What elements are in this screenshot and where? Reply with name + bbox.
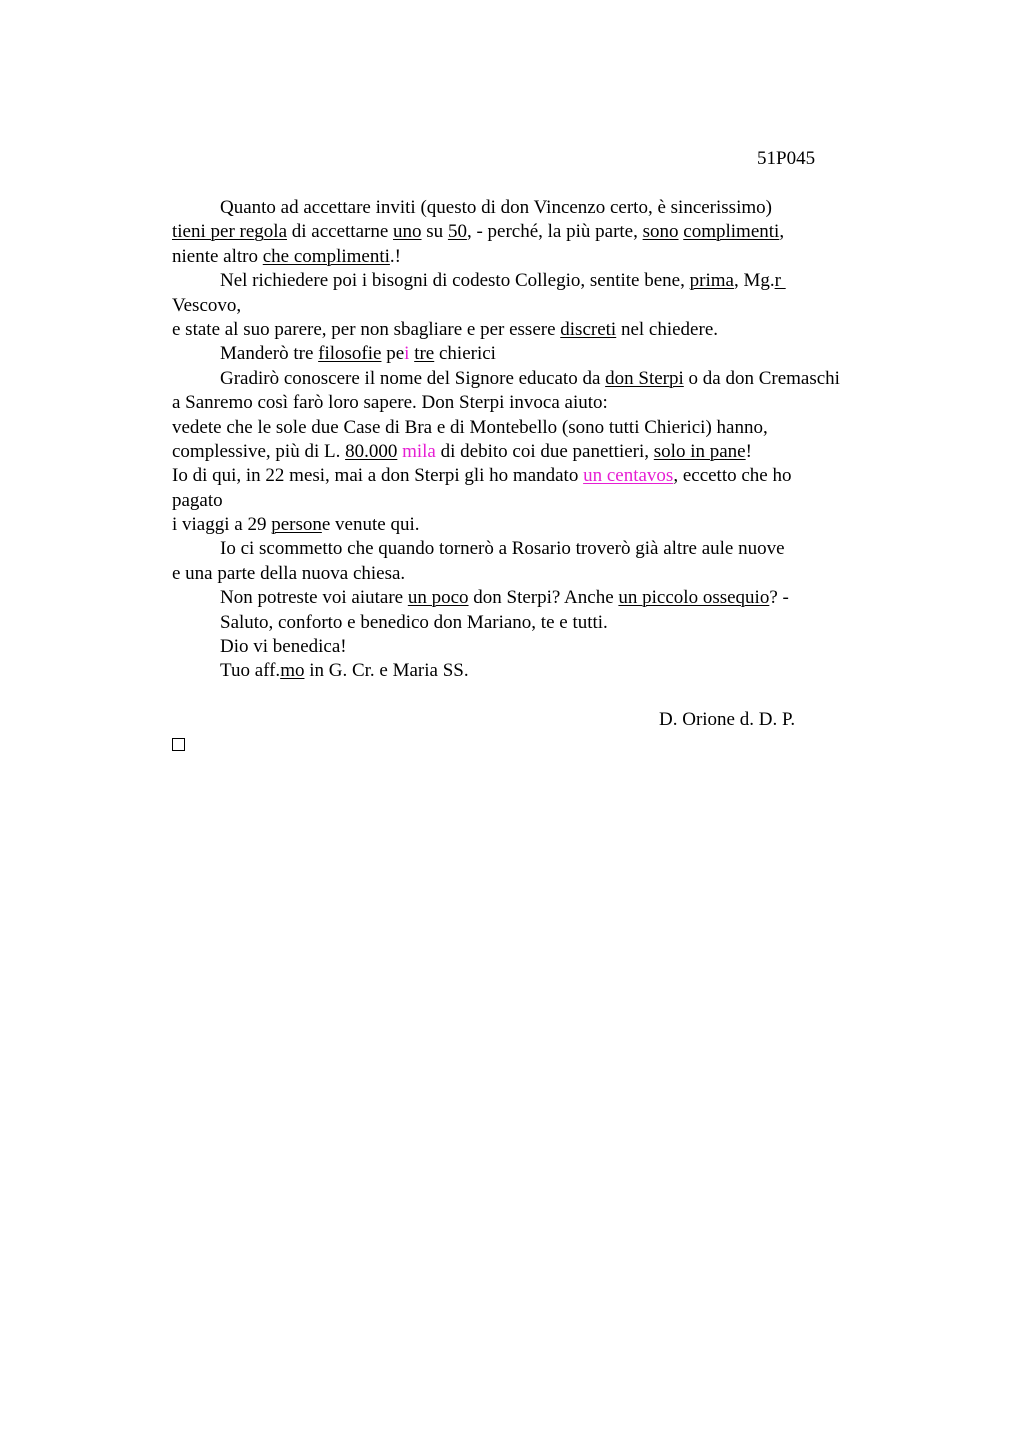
text-segment: , eccetto che ho: [673, 465, 792, 487]
text-segment: Gradirò conoscere il nome del Signore educato da: [220, 367, 606, 389]
text-segment: , Mg.: [733, 270, 775, 292]
spacer: [172, 684, 840, 708]
text-segment: Nel richiedere poi i bisogni di codesto Collegio, sentite bene,: [220, 270, 690, 292]
underlined-text: tre: [414, 343, 435, 365]
text-line: Dio vi benedica!: [220, 636, 347, 658]
text-segment: e venute qui.: [321, 514, 420, 536]
text-segment: di debito coi due panettieri,: [435, 440, 654, 462]
underlined-text: solo in pane: [653, 440, 746, 462]
text-line: vedete che le sole due Case di Bra e di Montebello (sono tutti Chierici) hanno,: [172, 416, 768, 438]
text-segment: complessive, più di L.: [172, 440, 346, 462]
text-segment: Non potreste voi aiutare: [220, 587, 408, 609]
text-segment: !: [745, 440, 752, 462]
text-line: [172, 245, 840, 269]
highlighted-text: i: [404, 343, 410, 365]
text-line: a Sanremo così farò loro sapere. Don Sterpi invoca aiuto:: [172, 392, 608, 414]
underlined-text: prima: [689, 270, 734, 292]
square-outline-icon: [172, 738, 185, 751]
underlined-text: uno: [393, 221, 422, 243]
underlined-text: discreti: [560, 318, 617, 340]
signature: D. Orione d. D. P.: [659, 709, 796, 731]
text-line: [172, 367, 840, 391]
text-segment: don Sterpi? Anche: [468, 587, 619, 609]
end-mark: [172, 733, 840, 757]
text-line: [172, 318, 840, 342]
text-line: Io ci scommetto che quando tornerò a Rosario troverò già altre aule nuove: [220, 538, 785, 560]
underlined-text: person: [271, 514, 322, 536]
text-line: [172, 659, 840, 683]
text-line: [172, 269, 840, 293]
text-segment: ? -: [769, 587, 789, 609]
underlined-text: filosofie: [318, 343, 382, 365]
text-segment: nel chiedere.: [616, 318, 719, 340]
text-segment: Manderò tre: [220, 343, 319, 365]
text-line: [172, 513, 840, 537]
underlined-text: don Sterpi: [605, 367, 684, 389]
text-line: pagato: [172, 489, 223, 511]
underlined-text: tieni per regola: [172, 221, 288, 243]
underlined-text: un piccolo ossequio: [618, 587, 770, 609]
text-segment: .!: [389, 245, 401, 267]
highlighted-text: mila: [402, 440, 436, 462]
underlined-text: sono: [642, 221, 679, 243]
text-segment: Io di qui, in 22 mesi, mai a don Sterpi gli ho mandato: [172, 465, 584, 487]
text-line: [172, 440, 840, 464]
text-segment: o da don Cremaschi: [683, 367, 840, 389]
text-line: Quanto ad accettare inviti (questo di don Vincenzo certo, è sincerissimo): [220, 197, 772, 218]
underlined-text: 50: [447, 221, 467, 243]
underlined-text: r: [774, 270, 786, 292]
letter-body: [172, 196, 840, 757]
text-line: Vescovo,: [172, 294, 242, 316]
text-segment: chierici: [434, 343, 496, 365]
text-segment: , - perché, la più parte,: [466, 221, 643, 243]
underlined-text: 80.000: [345, 440, 398, 462]
underlined-text: complimenti: [683, 221, 780, 243]
text-segment: pe: [381, 343, 405, 365]
highlighted-underlined-text: un centavos: [583, 465, 674, 487]
text-line: [172, 586, 840, 610]
text-line: e una parte della nuova chiesa.: [172, 562, 406, 584]
text-segment: in G. Cr. e Maria SS.: [304, 660, 469, 682]
text-line: [172, 220, 840, 244]
underlined-text: che complimenti: [262, 245, 390, 267]
underlined-text: mo: [280, 660, 305, 682]
text-segment: di accettarne: [287, 221, 394, 243]
underlined-text: un poco: [407, 587, 469, 609]
text-segment: i viaggi a 29: [172, 514, 272, 536]
text-segment: e state al suo parere, per non sbagliare e per essere: [172, 318, 561, 340]
text-segment: ,: [779, 221, 785, 243]
text-line: [172, 464, 840, 488]
text-segment: Tuo aff.: [220, 660, 281, 682]
text-line: [172, 342, 840, 366]
text-line: Saluto, conforto e benedico don Mariano, te e tutti.: [220, 611, 608, 633]
document-code: 51P045: [757, 148, 816, 169]
text-segment: niente altro: [172, 245, 263, 267]
text-segment: su: [421, 221, 448, 243]
